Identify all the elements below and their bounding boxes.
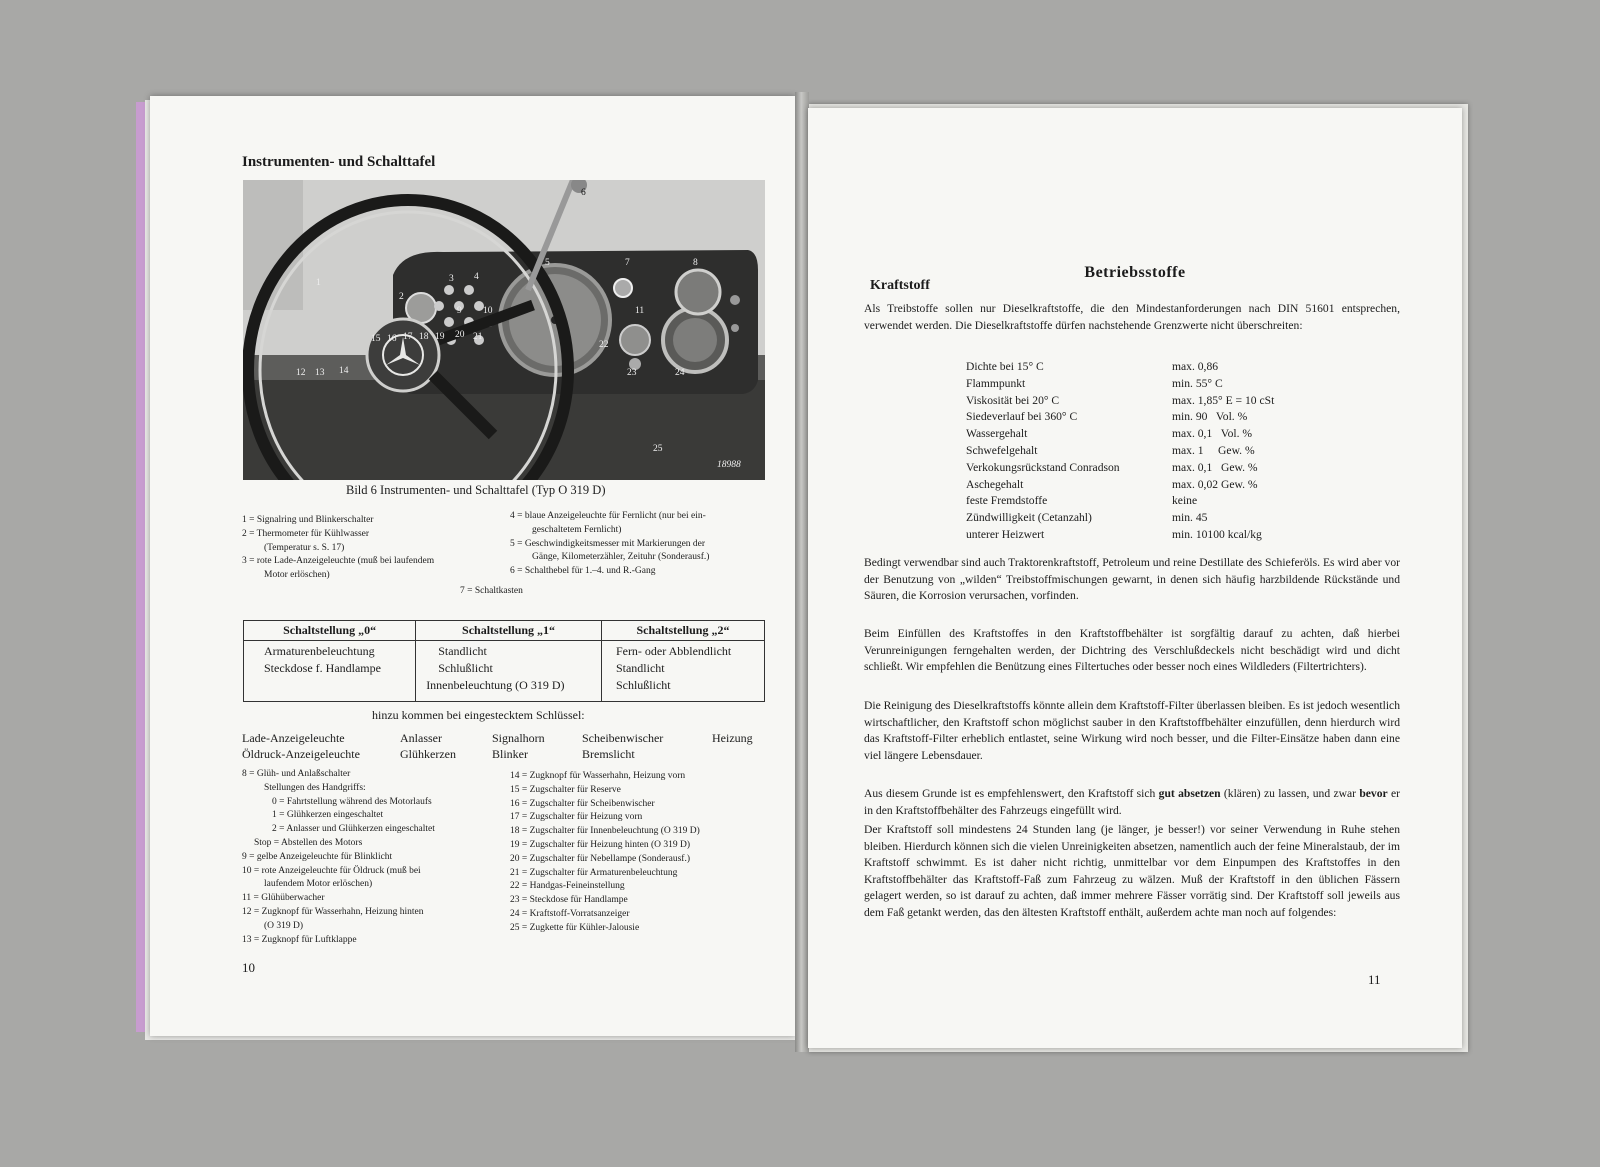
cell-line: Steckdose f. Handlampe	[264, 661, 381, 675]
legend-item: 16 = Zugschalter für Scheibenwischer	[510, 798, 655, 809]
figure-label-10: 10	[483, 306, 493, 316]
figure-label-5: 5	[545, 258, 550, 268]
legend-item: 24 = Kraftstoff-Vorratsanzeiger	[510, 908, 630, 919]
spec-value: max. 1,85° E = 10 cSt	[1172, 393, 1275, 407]
photo-id: 18988	[717, 460, 741, 470]
table-cell	[416, 641, 602, 702]
key-item: Anlasser	[400, 731, 442, 745]
dashboard-illustration	[243, 180, 765, 480]
spec-value: max. 0,1 Gew. %	[1172, 460, 1258, 474]
legend-item: 23 = Steckdose für Handlampe	[510, 895, 628, 906]
figure-label-21: 21	[473, 332, 483, 342]
legend-item: 2 = Anlasser und Glühkerzen eingeschaltet	[272, 824, 435, 835]
table-header: Schaltstellung „0“	[244, 621, 416, 641]
key-item: Blinker	[492, 747, 528, 761]
figure-label-14: 14	[339, 366, 349, 376]
fuel-spec-list	[966, 359, 1346, 544]
text-emphasis: gut absetzen	[1158, 787, 1221, 800]
spec-value: keine	[1172, 494, 1198, 508]
legend-item: 13 = Zugknopf für Luftklappe	[242, 934, 357, 945]
legend-bottom-right	[510, 770, 770, 936]
legend-item: 20 = Zugschalter für Nebellampe (Sonderausf.)	[510, 853, 690, 864]
spec-name: Siedeverlauf bei 360° C	[966, 410, 1078, 424]
legend-item: (O 319 D)	[264, 920, 304, 931]
spec-row	[966, 510, 1346, 527]
page-heading: Instrumenten- und Schalttafel	[242, 154, 436, 170]
spec-value: min. 10100 kcal/kg	[1172, 527, 1262, 541]
spec-value: min. 90 Vol. %	[1172, 410, 1248, 424]
figure-label-22: 22	[599, 340, 609, 350]
page-title: Betriebsstoffe	[1084, 264, 1186, 281]
legend-item: 4 = blaue Anzeigeleuchte für Fernlicht (nur bei ein-	[510, 511, 706, 521]
legend-item: 10 = rote Anzeigeleuchte für Öldruck (muß bei	[242, 865, 421, 876]
legend-bottom-left	[242, 768, 512, 947]
legend-item: 2 = Thermometer für Kühlwasser	[242, 528, 370, 539]
figure-label-25: 25	[653, 444, 663, 454]
key-item: Öldruck-Anzeigeleuchte	[242, 747, 360, 761]
legend-item: 17 = Zugschalter für Heizung vorn	[510, 812, 643, 823]
figure-label-24: 24	[675, 368, 685, 378]
figure-label-7: 7	[625, 258, 630, 268]
table-header: Schaltstellung „2“	[601, 621, 764, 641]
table-header: Schaltstellung „1“	[416, 621, 602, 641]
key-note: hinzu kommen bei eingestecktem Schlüssel:	[372, 708, 585, 722]
figure-label-1: 1	[316, 278, 321, 288]
paragraph-4	[864, 786, 1400, 819]
legend-item: Stop = Abstellen des Motors	[254, 837, 363, 848]
page-number: 11	[1368, 972, 1381, 987]
text-run: (klären) zu lassen, und zwar	[1220, 787, 1360, 800]
spec-name: Viskosität bei 20° C	[966, 393, 1060, 407]
figure-label-8: 8	[693, 258, 698, 268]
section-subtitle: Kraftstoff	[870, 278, 930, 293]
paragraph-5: Der Kraftstoff soll mindestens 24 Stunden lang (je länger, je besser!) vor seiner Verwendung in Ruhe stehen bleiben. Hierdurch können sich die vielen Unreinigkeiten absetzen, namentlich auch der feine Mineralstaub, der im Kraftstoff schwimmt. Es ist daher nicht richtig, unmittelbar vor dem Einpumpen des Kraftstoffes in den Kraftstoffbehälter das Kraftstoff-Faß zum Fahrzeug zu wälzen. Muß der Kraftstoff in den üblichen Fässern gelagert werden, so ist darauf zu achten, daß immer mehrere Fässer vorrätig sind. Der Kraftstoff soll jeweils aus dem Faß getankt werden, das den ältesten Kraftstoff enthält, außerdem achte man noch auf folgendes:	[864, 823, 1400, 919]
legend-item: 1 = Signalring und Blinkerschalter	[242, 515, 374, 525]
key-col	[712, 730, 753, 746]
legend-item: 22 = Handgas-Feineinstellung	[510, 881, 625, 892]
cell-line: Standlicht	[615, 661, 665, 675]
legend-item: 12 = Zugknopf für Wasserhahn, Heizung hinten	[242, 906, 424, 917]
spec-name: Verkokungsrückstand Conradson	[966, 460, 1120, 474]
legend-item: Gänge, Kilometerzähler, Zeituhr (Sonderausf.)	[532, 552, 710, 563]
spec-value: min. 55° C	[1172, 376, 1223, 390]
page-number: 10	[242, 960, 255, 975]
cell-line: Fern- oder Abblendlicht	[615, 644, 732, 658]
spec-row	[966, 426, 1346, 443]
legend-top-right	[510, 510, 770, 579]
switch-position-table	[243, 620, 765, 702]
spec-value: max. 0,02 Gew. %	[1172, 477, 1258, 491]
legend-item: Motor erlöschen)	[264, 570, 330, 581]
intro-paragraph: Als Treibstoffe sollen nur Dieselkraftstoffe, die den Mindestanforderungen nach DIN 51601 entsprechen, verwendet werden. Die Dieselkraftstoffe dürfen nachstehende Grenzwerte nicht überschreiten:	[864, 302, 1400, 332]
legend-item: 5 = Geschwindigkeitsmesser mit Markierungen der	[510, 538, 706, 549]
spec-row	[966, 477, 1346, 494]
cell-line: Schlußlicht	[615, 678, 671, 692]
key-item: Glühkerzen	[400, 747, 456, 761]
legend-item: 15 = Zugschalter für Reserve	[510, 784, 621, 795]
spec-value: max. 0,86	[1172, 360, 1219, 373]
legend-item: 11 = Glühüberwacher	[242, 893, 325, 904]
dashboard-photo	[243, 180, 765, 480]
legend-center: 7 = Schaltkasten	[460, 586, 523, 596]
spec-row	[966, 409, 1346, 426]
figure-label-6: 6	[581, 188, 586, 198]
figure-label-19: 19	[435, 332, 445, 342]
key-col	[492, 730, 545, 762]
figure-label-4: 4	[474, 272, 479, 282]
legend-top-left	[242, 514, 522, 583]
key-item: Signalhorn	[492, 731, 545, 745]
figure-caption: Bild 6 Instrumenten- und Schalttafel (Typ O 319 D)	[346, 483, 606, 497]
spec-value: min. 45	[1172, 511, 1208, 525]
spec-name: Aschegehalt	[966, 477, 1024, 491]
spec-row	[966, 493, 1346, 510]
spec-name: feste Fremdstoffe	[966, 494, 1048, 508]
spec-name: Schwefelgehalt	[966, 443, 1038, 457]
table-cell	[244, 641, 416, 702]
key-col	[582, 730, 663, 762]
spec-name: Dichte bei 15° C	[966, 360, 1044, 373]
text-emphasis: bevor	[1359, 787, 1388, 800]
legend-item: 14 = Zugknopf für Wasserhahn, Heizung vorn	[510, 771, 686, 781]
legend-item: 18 = Zugschalter für Innenbeleuchtung (O 319 D)	[510, 826, 700, 837]
spec-value: max. 1 Gew. %	[1172, 443, 1255, 457]
legend-item: 0 = Fahrtstellung während des Motorlaufs	[272, 796, 432, 807]
figure-label-17: 17	[403, 332, 413, 342]
figure-label-15: 15	[371, 334, 381, 344]
figure-label-18: 18	[419, 332, 429, 342]
legend-item: (Temperatur s. S. 17)	[264, 542, 345, 553]
figure-label-3: 3	[449, 274, 454, 284]
left-page	[150, 96, 795, 1036]
legend-item: 9 = gelbe Anzeigeleuchte für Blinklicht	[242, 851, 393, 862]
key-item: Lade-Anzeigeleuchte	[242, 731, 345, 745]
legend-item: 8 = Glüh- und Anlaßschalter	[242, 769, 351, 779]
key-item: Bremslicht	[582, 747, 635, 761]
key-item: Heizung	[712, 731, 753, 745]
paragraph-2: Beim Einfüllen des Kraftstoffes in den Kraftstoffbehälter ist sorgfältig darauf zu achten, daß hierbei Verunreinigungen ferngehalten werden, der Dichtring des Verschlußdeckels nicht beschädigt wird und dicht schließt. Wir empfehlen die Benützung eines Filtertuches oder besser noch eines Wildleders (Filtertrichters).	[864, 627, 1400, 674]
legend-item: Stellungen des Handgriffs:	[264, 782, 366, 793]
spec-name: Flammpunkt	[966, 376, 1026, 390]
figure-label-13: 13	[315, 368, 325, 378]
spec-row	[966, 393, 1346, 410]
spec-row	[966, 359, 1346, 376]
legend-item: 3 = rote Lade-Anzeigeleuchte (muß bei laufendem	[242, 556, 435, 567]
figure-label-23: 23	[627, 368, 637, 378]
legend-item: 19 = Zugschalter für Heizung hinten (O 319 D)	[510, 839, 691, 850]
spec-name: Wassergehalt	[966, 427, 1028, 441]
figure-label-16: 16	[387, 334, 397, 344]
text-run: er in den Kraftstoffbehälter des Fahrzeugs eingefüllt wird.	[864, 787, 1401, 817]
key-col	[400, 730, 456, 762]
spec-row	[966, 376, 1346, 393]
figure-label-9: 9	[457, 306, 462, 316]
table-cell	[601, 641, 764, 702]
legend-item: 6 = Schalthebel für 1.–4. und R.-Gang	[510, 566, 656, 577]
cell-line: Innenbeleuchtung (O 319 D)	[426, 678, 565, 692]
spec-row	[966, 527, 1346, 544]
spec-row	[966, 460, 1346, 477]
cell-line: Schlußlicht	[438, 661, 493, 675]
paragraph-3: Die Reinigung des Dieselkraftstoffs könnte allein dem Kraftstoff-Filter überlassen bleiben. Es ist jedoch wesentlich wirtschaftlicher, den Kraftstoff schon möglichst sauber in den Kraftstoffbehälter einzufüllen, denn hierdurch wird das Kraftstoff-Filter erheblich entlastet, seine Wirkung wird noch besser, und die Filter-Einsätze haben dann eine viel längere Lebensdauer.	[864, 699, 1400, 762]
legend-item: geschaltetem Fernlicht)	[532, 524, 622, 535]
legend-item: 25 = Zugkette für Kühler-Jalousie	[510, 922, 640, 933]
cell-line: Armaturenbeleuchtung	[264, 644, 375, 658]
book-gutter	[795, 92, 809, 1052]
cell-line: Standlicht	[438, 644, 487, 658]
legend-item: 21 = Zugschalter für Armaturenbeleuchtung	[510, 867, 678, 878]
spec-name: unterer Heizwert	[966, 527, 1045, 541]
legend-item: 1 = Glühkerzen eingeschaltet	[272, 810, 384, 821]
legend-item: laufendem Motor erlöschen)	[264, 879, 373, 890]
figure-label-2: 2	[399, 292, 404, 302]
text-run: Aus diesem Grunde ist es empfehlenswert, den Kraftstoff sich	[864, 787, 1159, 800]
key-item: Scheibenwischer	[582, 731, 664, 745]
figure-label-11: 11	[635, 306, 645, 316]
paragraph-1: Bedingt verwendbar sind auch Traktorenkraftstoff, Petroleum und reine Destillate des Schieferöls. Es wird aber vor der Benutzung von „wilden“ Treibstoffmischungen gewarnt, in denen sich häufig harzbildende Rückstände und Säuren, die Korrosion verursachen, vorfinden.	[864, 556, 1400, 603]
spec-value: max. 0,1 Vol. %	[1172, 427, 1253, 441]
figure-label-20: 20	[455, 330, 465, 340]
spec-name: Zündwilligkeit (Cetanzahl)	[966, 511, 1092, 525]
right-page	[808, 108, 1462, 1048]
key-col	[242, 730, 360, 762]
spec-row	[966, 443, 1346, 460]
figure-label-12: 12	[296, 368, 306, 378]
